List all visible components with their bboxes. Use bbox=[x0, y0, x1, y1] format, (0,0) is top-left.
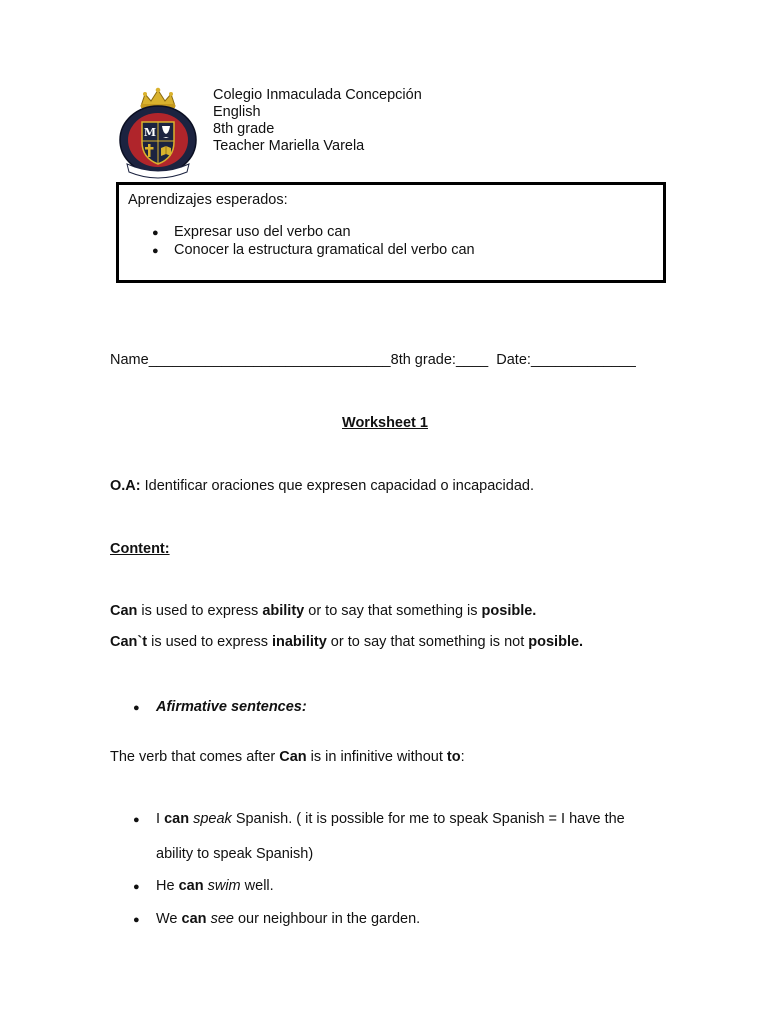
school-name: Colegio Inmaculada Concepción bbox=[213, 87, 422, 103]
objectives-box bbox=[116, 182, 666, 283]
bullet-icon: ● bbox=[133, 702, 140, 714]
svg-text:M: M bbox=[143, 126, 157, 139]
school-crest-logo bbox=[117, 86, 199, 180]
example-sentence bbox=[156, 810, 625, 828]
objective-item bbox=[152, 241, 159, 260]
objective-item-text: Conocer la estructura gramatical del verbo can bbox=[174, 242, 475, 258]
affirmative-heading-text: Afirmative sentences: bbox=[156, 699, 307, 715]
affirmative-heading bbox=[156, 698, 307, 716]
worksheet-title-text: Worksheet 1 bbox=[342, 415, 428, 431]
subject-label: English bbox=[213, 104, 261, 120]
example-bullet bbox=[133, 877, 140, 896]
example-bullet bbox=[133, 910, 140, 929]
cant-word: Can`t bbox=[110, 634, 148, 650]
learning-objective bbox=[110, 477, 534, 495]
student-info-line bbox=[110, 351, 636, 369]
content-heading bbox=[110, 540, 170, 558]
verb: swim bbox=[207, 878, 241, 894]
objective-item bbox=[152, 223, 159, 242]
date-blank[interactable]: _____________ bbox=[530, 352, 636, 368]
content-heading-text: Content: bbox=[110, 541, 170, 557]
objective-item-text: Expresar uso del verbo can bbox=[174, 224, 351, 240]
verb: speak bbox=[193, 811, 232, 827]
grade-field-label: 8th grade: bbox=[390, 352, 456, 368]
oa-label: O.A: bbox=[110, 478, 141, 494]
modal-can: can bbox=[181, 911, 207, 927]
example-sentence bbox=[156, 910, 420, 928]
subject: We bbox=[156, 911, 182, 927]
worksheet-title bbox=[0, 414, 770, 432]
inability-word: inability bbox=[271, 634, 327, 650]
posible-word: posible. bbox=[528, 634, 584, 650]
to-word: to bbox=[446, 749, 461, 765]
grade-blank[interactable]: ____ bbox=[455, 352, 489, 368]
objectives-title: Aprendizajes esperados: bbox=[128, 192, 288, 208]
modal-can: can bbox=[164, 811, 190, 827]
can-word: Can bbox=[279, 749, 307, 765]
example-bullet bbox=[133, 810, 140, 829]
subject: I bbox=[156, 811, 165, 827]
sentence-rest: Spanish. ( it is possible for me to speak Spanish = I have the bbox=[231, 811, 625, 827]
bullet-icon: ● bbox=[133, 914, 140, 926]
crown-icon bbox=[141, 88, 175, 108]
example-sentence-continuation: ability to speak Spanish) bbox=[156, 846, 314, 862]
name-blank[interactable]: ______________________________ bbox=[148, 352, 391, 368]
text-span: The verb that comes after bbox=[110, 749, 280, 765]
oa-text: Identificar oraciones que expresen capacidad o incapacidad. bbox=[140, 478, 534, 494]
grammar-rule bbox=[110, 748, 465, 766]
affirmative-bullet bbox=[133, 698, 140, 717]
sentence-rest: our neighbour in the garden. bbox=[233, 911, 421, 927]
sentence-rest: well. bbox=[240, 878, 274, 894]
bullet-icon: ● bbox=[133, 881, 140, 893]
teacher-label: Teacher Mariella Varela bbox=[213, 138, 365, 154]
bullet-icon: ● bbox=[152, 227, 159, 239]
can-definition bbox=[110, 602, 536, 620]
subject: He bbox=[156, 878, 179, 894]
ability-word: ability bbox=[262, 603, 305, 619]
name-label: Name bbox=[110, 352, 149, 368]
grade-label: 8th grade bbox=[213, 121, 275, 137]
text-span: is used to express bbox=[137, 603, 263, 619]
date-label: Date: bbox=[496, 352, 531, 368]
can-word: Can bbox=[110, 603, 138, 619]
text-span: : bbox=[460, 749, 465, 765]
bullet-icon: ● bbox=[152, 245, 159, 257]
example-sentence bbox=[156, 877, 274, 895]
posible-word: posible. bbox=[481, 603, 537, 619]
modal-can: can bbox=[178, 878, 204, 894]
verb: see bbox=[210, 911, 234, 927]
cant-definition bbox=[110, 633, 583, 651]
text-span: is in infinitive without bbox=[306, 749, 447, 765]
bullet-icon: ● bbox=[133, 814, 140, 826]
text-span: or to say that something is not bbox=[326, 634, 529, 650]
text-span: or to say that something is bbox=[304, 603, 482, 619]
text-span: is used to express bbox=[147, 634, 272, 650]
